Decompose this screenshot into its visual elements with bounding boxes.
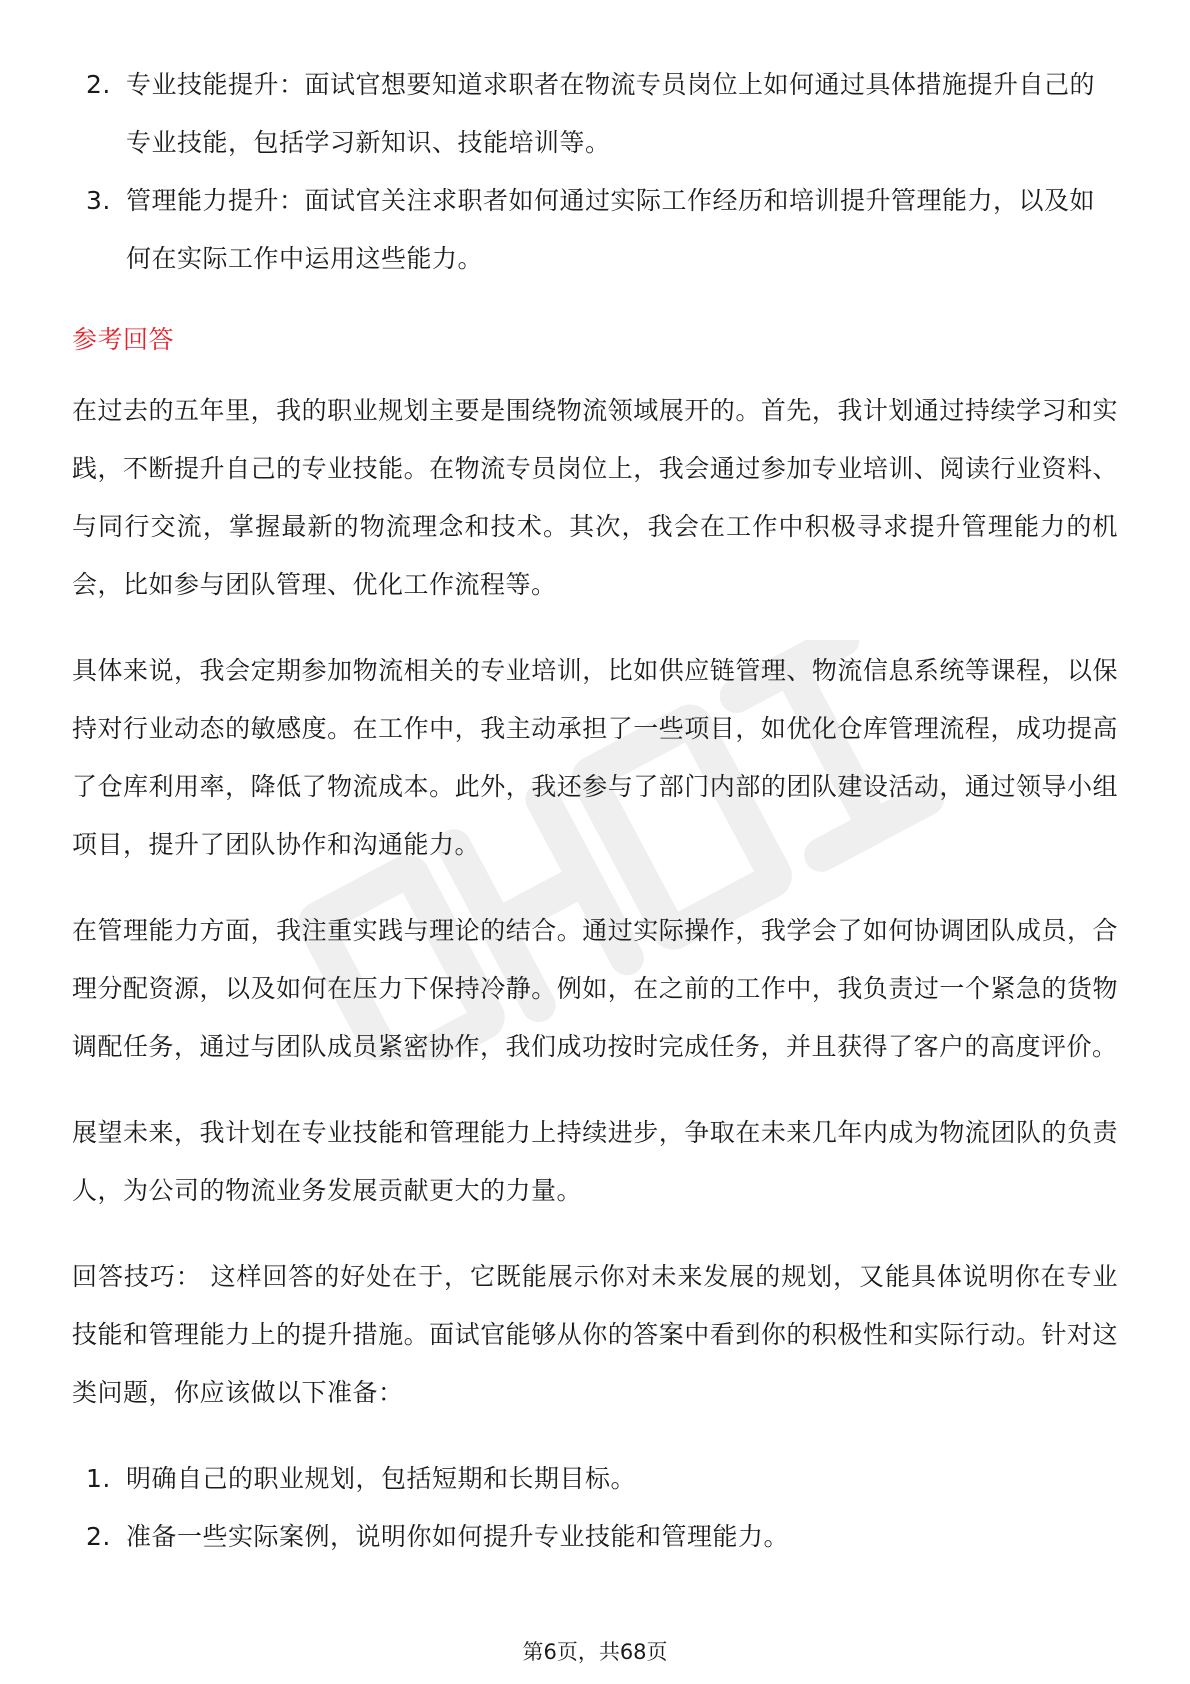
list-text: 管理能力提升：面试官关注求职者如何通过实际工作经历和培训提升管理能力，以及如何在实际工作中运用这些能力。 xyxy=(126,186,1096,273)
preparation-list xyxy=(72,1450,1118,1566)
list-text: 专业技能提升：面试官想要知道求职者在物流专员岗位上如何通过具体措施提升自己的专业技能，包括学习新知识、技能培训等。 xyxy=(126,70,1096,157)
interview-focus-list xyxy=(72,56,1118,288)
list-item xyxy=(72,56,1118,172)
list-item xyxy=(72,1450,1118,1508)
list-item xyxy=(72,1508,1118,1566)
list-text: 准备一些实际案例，说明你如何提升专业技能和管理能力。 xyxy=(126,1522,790,1551)
list-number: 3. xyxy=(86,186,111,215)
answer-paragraph: 具体来说，我会定期参加物流相关的专业培训，比如供应链管理、物流信息系统等课程，以保持对行业动态的敏感度。在工作中，我主动承担了一些项目，如优化仓库管理流程，成功提高了仓库利用率，降低了物流成本。此外，我还参与了部门内部的团队建设活动，通过领导小组项目，提升了团队协作和沟通能力。 xyxy=(72,656,1118,859)
list-text: 明确自己的职业规划，包括短期和长期目标。 xyxy=(126,1464,637,1493)
document-body xyxy=(72,56,1118,1566)
answer-paragraph: 在过去的五年里，我的职业规划主要是围绕物流领域展开的。首先，我计划通过持续学习和实践，不断提升自己的专业技能。在物流专员岗位上，我会通过参加专业培训、阅读行业资料、与同行交流，掌握最新的物流理念和技术。其次，我会在工作中积极寻求提升管理能力的机会，比如参与团队管理、优化工作流程等。 xyxy=(72,396,1118,599)
list-item xyxy=(72,172,1118,288)
list-number: 2. xyxy=(86,70,111,99)
answer-tips-paragraph: 回答技巧： 这样回答的好处在于，它既能展示你对未来发展的规划，又能具体说明你在专业技能和管理能力上的提升措施。面试官能够从你的答案中看到你的积极性和实际行动。针对这类问题，你应该做以下准备： xyxy=(72,1262,1118,1407)
answer-paragraph: 展望未来，我计划在专业技能和管理能力上持续进步，争取在未来几年内成为物流团队的负责人，为公司的物流业务发展贡献更大的力量。 xyxy=(72,1118,1118,1205)
answer-paragraph: 在管理能力方面，我注重实践与理论的结合。通过实际操作，我学会了如何协调团队成员，合理分配资源，以及如何在压力下保持冷静。例如，在之前的工作中，我负责过一个紧急的货物调配任务，通过与团队成员紧密协作，我们成功按时完成任务，并且获得了客户的高度评价。 xyxy=(72,916,1118,1061)
list-number: 2. xyxy=(86,1522,111,1551)
list-number: 1. xyxy=(86,1464,111,1493)
section-heading: 参考回答 xyxy=(72,325,175,354)
page-number-footer: 第6页，共68页 xyxy=(522,1640,668,1664)
